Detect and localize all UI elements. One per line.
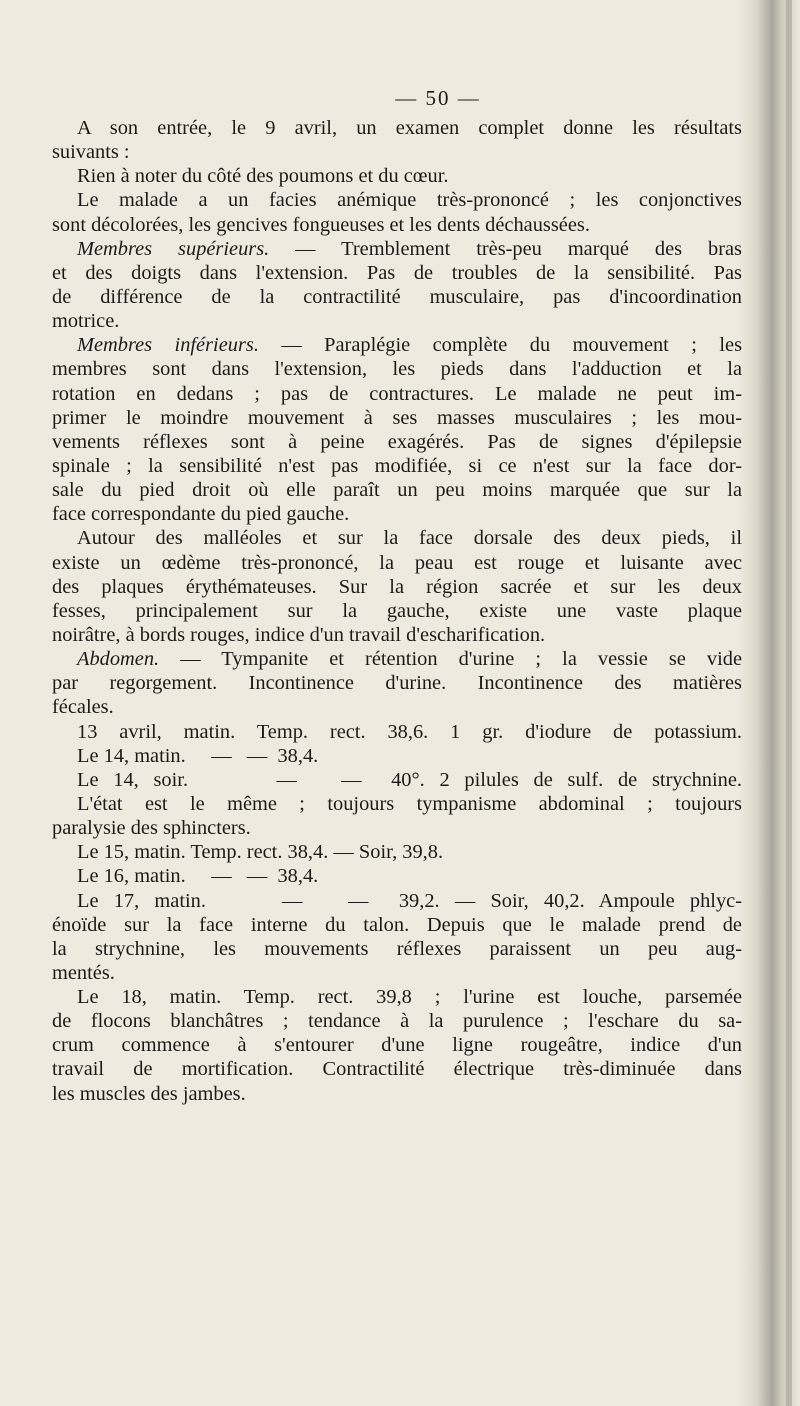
line-text: L'état est le même ; toujours tympanisme abdominal ; toujours (77, 792, 742, 815)
text-line (52, 961, 742, 985)
line-text: les muscles des jambes. (52, 1082, 246, 1105)
text-line (52, 526, 742, 550)
line-text: rotation en dedans ; pas de contractures. Le malade ne peut im- (52, 382, 742, 405)
line-text: sont décolorées, les gencives fongueuses et les dents déchaussées. (52, 213, 590, 236)
line-text: 13 avril, matin. Temp. rect. 38,6. 1 gr. d'iodure de potassium. (77, 720, 742, 743)
section-heading: Membres supérieurs. (77, 237, 270, 260)
line-text: Autour des malléoles et sur la face dorsale des deux pieds, il (77, 527, 742, 550)
text-line (52, 237, 742, 261)
text-line (52, 816, 742, 840)
text-line (52, 140, 742, 164)
line-text: existe un œdème très-prononcé, la peau est rouge et luisante avec (52, 551, 742, 574)
text-line (52, 744, 742, 768)
line-text: sale du pied droit où elle paraît un peu moins marquée que sur la (52, 479, 742, 502)
text-line (52, 985, 742, 1009)
line-text: motrice. (52, 310, 120, 333)
text-line (52, 478, 742, 502)
line-text: mentés. (52, 961, 115, 984)
text-line (52, 1057, 742, 1081)
text-line (52, 551, 742, 575)
line-text: Le malade a un facies anémique très-prononcé ; les conjonctives (77, 189, 742, 212)
text-line (52, 792, 742, 816)
line-text: fesses, principalement sur la gauche, existe une vaste plaque (52, 599, 742, 622)
text-line (52, 671, 742, 695)
text-line (52, 309, 742, 333)
body-text (52, 116, 742, 1106)
line-text: face correspondante du pied gauche. (52, 503, 350, 526)
line-text: — Tympanite et rétention d'urine ; la vessie se vide (159, 648, 742, 671)
line-text: Rien à noter du côté des poumons et du cœur. (77, 165, 449, 188)
text-line (52, 333, 742, 357)
line-text: Le 14, soir. — — 40°. 2 pilules de sulf. de strychnine. (77, 768, 742, 791)
text-line (52, 1033, 742, 1057)
line-text: de différence de la contractilité musculaire, pas d'incoordination (52, 285, 742, 308)
page-edge-line (786, 0, 792, 1406)
text-line (52, 261, 742, 285)
text-line (52, 188, 742, 212)
text-line (52, 599, 742, 623)
text-line (52, 454, 742, 478)
line-text: — Tremblement très-peu marqué des bras (269, 237, 742, 260)
text-line (52, 864, 742, 888)
line-text: énoïde sur la face interne du talon. Depuis que le malade prend de (52, 913, 742, 936)
line-text: Le 16, matin. — — 38,4. (77, 865, 319, 888)
text-line (52, 937, 742, 961)
text-line (52, 116, 742, 140)
text-line (52, 695, 742, 719)
section-heading: Abdomen. (77, 648, 160, 671)
line-text: suivants : (52, 141, 130, 164)
text-line (52, 430, 742, 454)
text-line (52, 357, 742, 381)
line-text: vements réflexes sont à peine exagérés. Pas de signes d'épilepsie (52, 430, 742, 453)
text-line (52, 502, 742, 526)
text-line (52, 913, 742, 937)
text-line (52, 382, 742, 406)
line-text: Le 15, matin. Temp. rect. 38,4. — Soir, 39,8. (77, 841, 444, 864)
text-line (52, 647, 742, 671)
line-text: primer le moindre mouvement à ses masses musculaires ; les mou- (52, 406, 742, 429)
line-text: Le 14, matin. — — 38,4. (77, 744, 319, 767)
line-text: de flocons blanchâtres ; tendance à la purulence ; l'eschare du sa- (52, 1010, 742, 1033)
text-line (52, 1009, 742, 1033)
text-line (52, 720, 742, 744)
text-line (52, 889, 742, 913)
line-text: A son entrée, le 9 avril, un examen complet donne les résultats (77, 117, 742, 139)
text-line (52, 623, 742, 647)
line-text: — Paraplégie complète du mouvement ; les (258, 334, 743, 357)
line-text: par regorgement. Incontinence d'urine. Incontinence des matières (52, 672, 742, 695)
line-text: noirâtre, à bords rouges, indice d'un travail d'escharification. (52, 623, 546, 646)
text-line (52, 164, 742, 188)
page-number: — 50 — (395, 86, 481, 110)
text-line (52, 406, 742, 430)
line-text: fécales. (52, 696, 114, 719)
line-text: Le 17, matin. — — 39,2. — Soir, 40,2. Ampoule phlyc- (77, 889, 742, 912)
text-line (52, 575, 742, 599)
section-heading: Membres inférieurs. (77, 334, 259, 357)
line-text: crum commence à s'entourer d'une ligne rougeâtre, indice d'un (52, 1034, 742, 1057)
line-text: travail de mortification. Contractilité électrique très-diminuée dans (52, 1058, 742, 1081)
text-line (52, 213, 742, 237)
line-text: spinale ; la sensibilité n'est pas modifiée, si ce n'est sur la face dor- (52, 454, 742, 477)
line-text: paralysie des sphincters. (52, 817, 251, 840)
line-text: et des doigts dans l'extension. Pas de troubles de la sensibilité. Pas (52, 261, 742, 284)
text-line (52, 285, 742, 309)
text-line (52, 768, 742, 792)
text-line (52, 840, 742, 864)
text-line (52, 1082, 742, 1106)
line-text: des plaques érythémateuses. Sur la région sacrée et sur les deux (52, 575, 742, 598)
line-text: membres sont dans l'extension, les pieds dans l'adduction et la (52, 358, 742, 381)
line-text: la strychnine, les mouvements réflexes paraissent un peu aug- (52, 937, 742, 960)
line-text: Le 18, matin. Temp. rect. 39,8 ; l'urine est louche, parsemée (77, 986, 742, 1009)
